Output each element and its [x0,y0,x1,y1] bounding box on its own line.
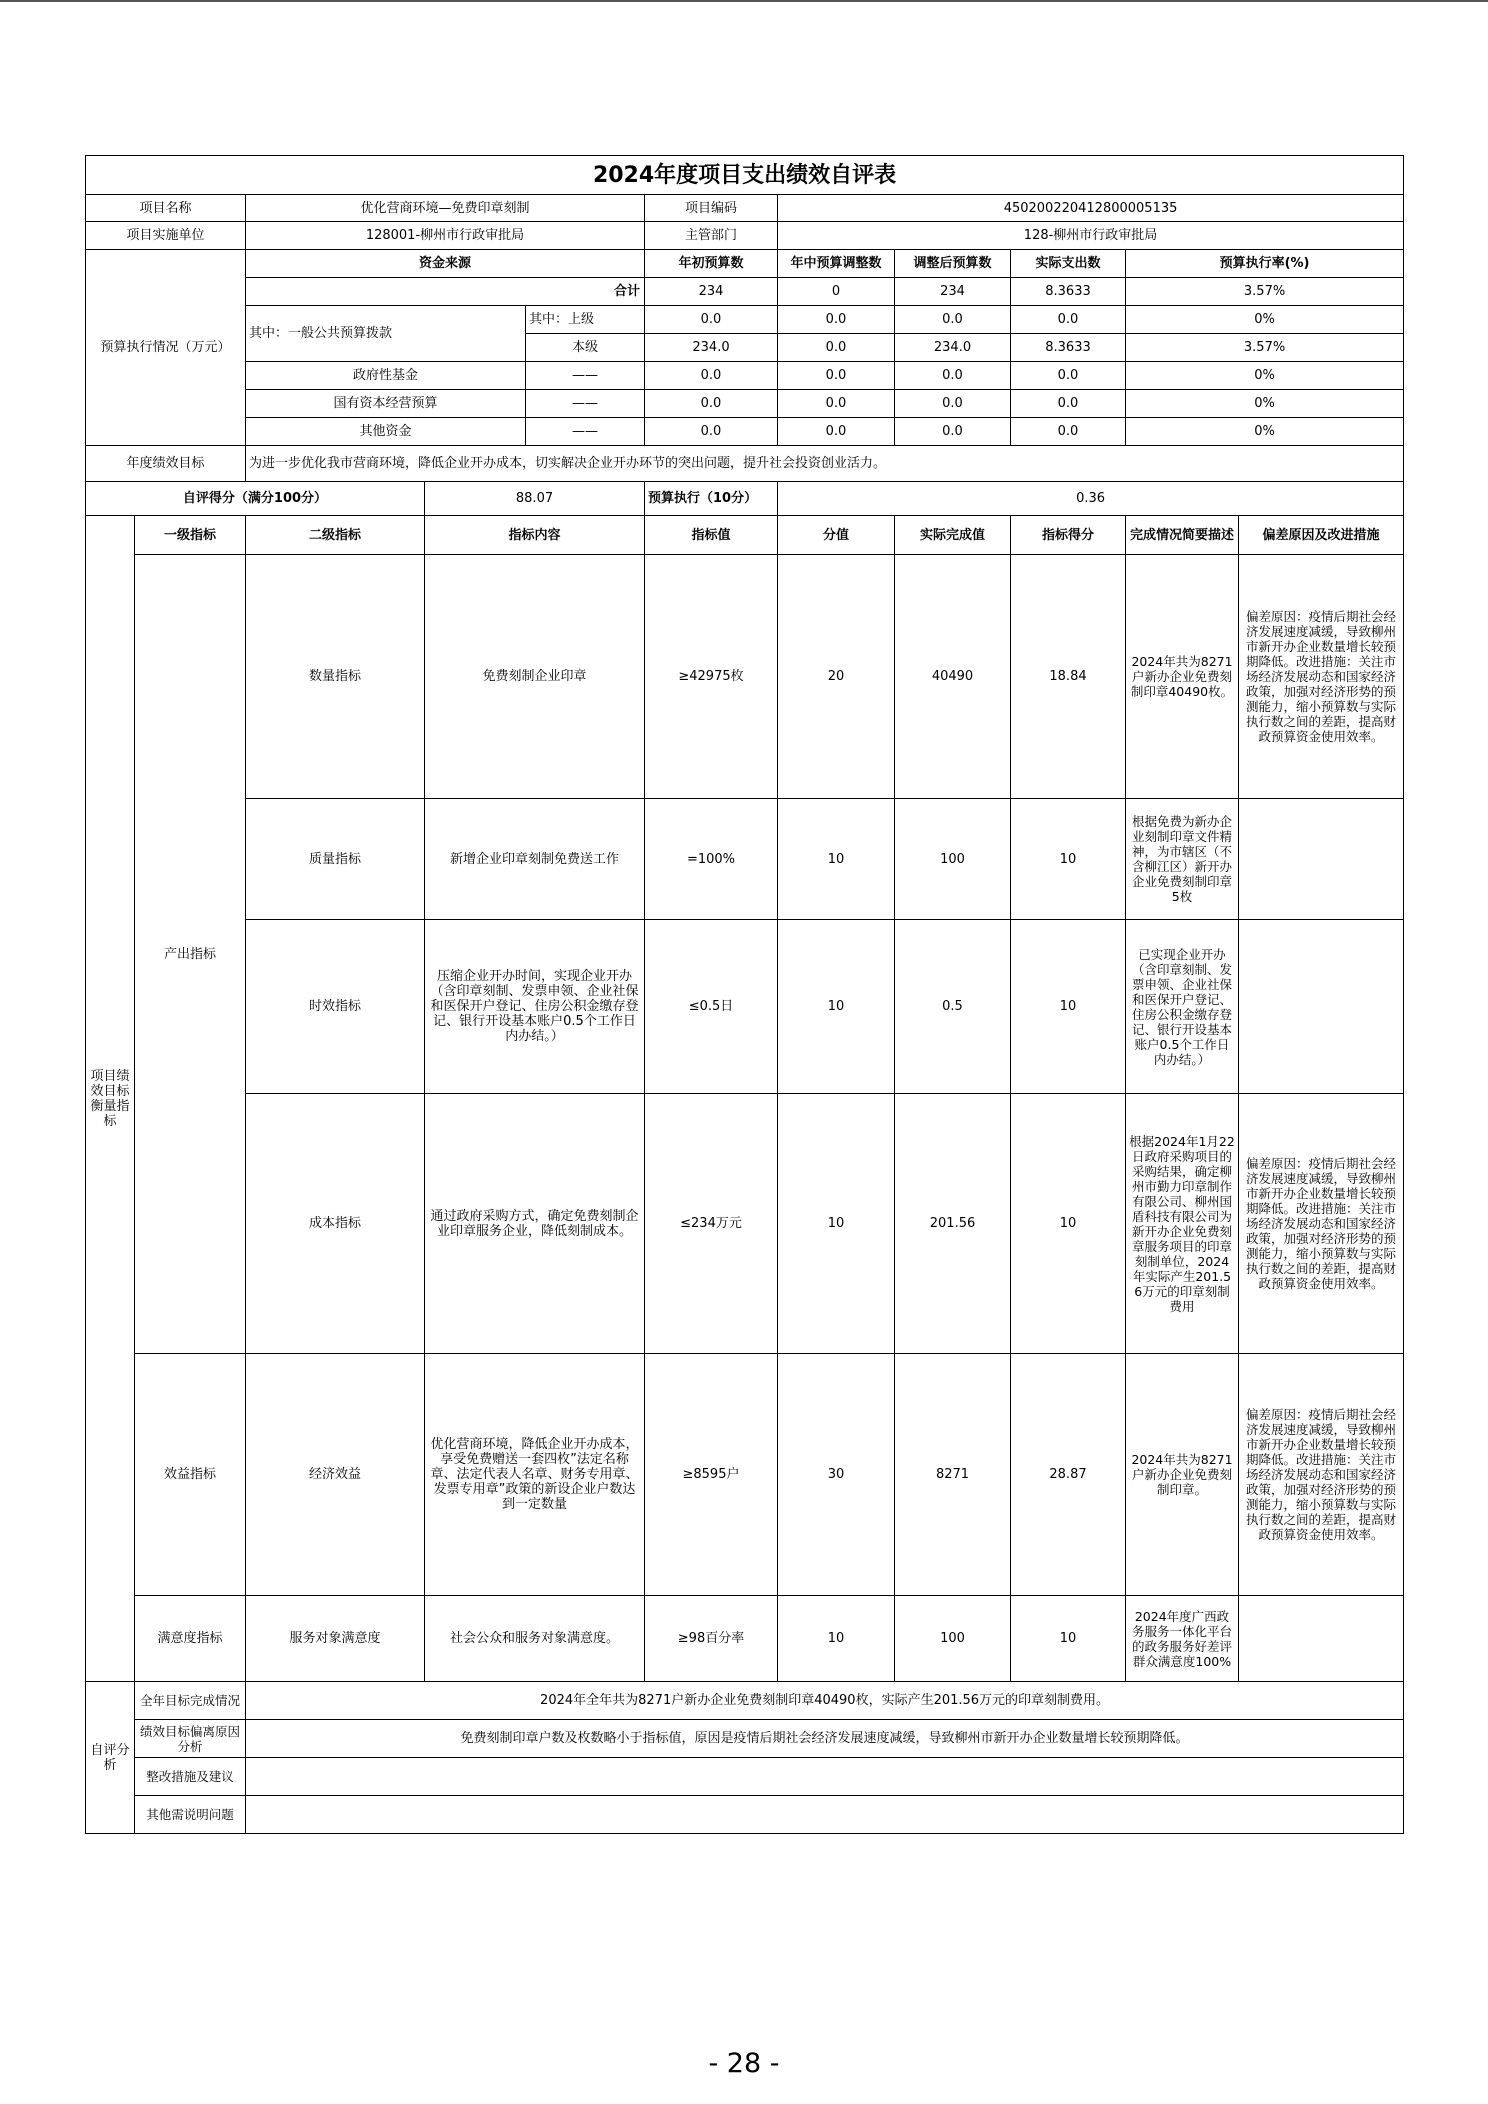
header-score: 指标得分 [1011,516,1126,555]
project-name-value: 优化营商环境—免费印章刻制 [246,195,645,222]
budget-other-rate: 0% [1126,418,1404,446]
budget-exec-score-label: 预算执行（10分） [645,482,778,516]
budget-upper-rate: 0% [1126,306,1404,334]
budget-local-adjusted: 234.0 [895,334,1011,362]
indicator-target: ≥98百分率 [645,1596,778,1682]
budget-fund-initial: 0.0 [645,362,778,390]
indicator-points: 10 [778,920,895,1094]
budget-other-adjust: 0.0 [778,418,895,446]
implementing-unit-value: 128001-柳州市行政审批局 [246,222,645,250]
indicator-actual: 201.56 [895,1094,1011,1354]
budget-capital-dash: —— [526,390,645,418]
annual-goal-text: 为进一步优化我市营商环境，降低企业开办成本，切实解决企业开办环节的突出问题，提升社会投资创业活力。 [246,446,1404,482]
self-eval-row-label: 绩效目标偏离原因分析 [135,1720,246,1758]
budget-local-actual: 8.3633 [1011,334,1126,362]
self-score-value: 88.07 [425,482,645,516]
indicator-score: 28.87 [1011,1354,1126,1596]
indicator-actual: 100 [895,1596,1011,1682]
header-actual: 实际完成值 [895,516,1011,555]
indicator-score: 10 [1011,1094,1126,1354]
budget-fund-dash: —— [526,362,645,390]
indicator-content: 免费刻制企业印章 [425,555,645,799]
indicator-content: 压缩企业开办时间，实现企业开办（含印章刻制、发票申领、企业社保和医保开户登记、住房公积金缴存登记、银行开设基本账户0.5个工作日内办结。） [425,920,645,1094]
indicator-reason [1239,920,1404,1094]
indicator-level2: 质量指标 [246,799,425,920]
budget-other-label: 其他资金 [246,418,526,446]
budget-capital-adjusted: 0.0 [895,390,1011,418]
budget-capital-label: 国有资本经营预算 [246,390,526,418]
indicator-target: ≤234万元 [645,1094,778,1354]
self-score-label: 自评得分（满分100分） [86,482,425,516]
indicator-reason: 偏差原因：疫情后期社会经济发展速度减缓，导致柳州市新开办企业数量增长较预期降低。改进措施：关注市场经济发展动态和国家经济政策，加强对经济形势的预测能力，缩小预算数与实际执行数之间的差距，提高财政预算资金使用效率。 [1239,1354,1404,1596]
self-eval-row-text: 2024年全年共为8271户新办企业免费刻制印章40490枚，实际产生201.56万元的印章刻制费用。 [246,1682,1404,1720]
annual-goal-label: 年度绩效目标 [86,446,246,482]
self-eval-section-label: 自评分析 [86,1682,135,1834]
indicator-reason [1239,1596,1404,1682]
project-code-value: 450200220412800005135 [778,195,1404,222]
budget-total-initial: 234 [645,278,778,306]
budget-fund-adjust: 0.0 [778,362,895,390]
budget-local-label: 本级 [526,334,645,362]
indicator-score: 18.84 [1011,555,1126,799]
budget-upper-label: 其中：上级 [526,306,645,334]
page-number: - 28 - [708,2048,780,2079]
header-reason: 偏差原因及改进措施 [1239,516,1404,555]
header-target: 指标值 [645,516,778,555]
budget-other-actual: 0.0 [1011,418,1126,446]
budget-upper-actual: 0.0 [1011,306,1126,334]
budget-section-label: 预算执行情况（万元） [86,250,246,446]
indicator-actual: 100 [895,799,1011,920]
budget-other-adjusted: 0.0 [895,418,1011,446]
indicator-reason: 偏差原因：疫情后期社会经济发展速度减缓，导致柳州市新开办企业数量增长较预期降低。改进措施：关注市场经济发展动态和国家经济政策，加强对经济形势的预测能力，缩小预算数与实际执行数之间的差距，提高财政预算资金使用效率。 [1239,555,1404,799]
top-border-line [0,0,1488,2]
budget-other-dash: —— [526,418,645,446]
budget-total-actual: 8.3633 [1011,278,1126,306]
budget-local-rate: 3.57% [1126,334,1404,362]
budget-local-adjust: 0.0 [778,334,895,362]
indicator-desc: 2024年度广西政务服务一体化平台的政务服务好差评群众满意度100% [1126,1596,1239,1682]
budget-upper-adjusted: 0.0 [895,306,1011,334]
indicator-content: 通过政府采购方式，确定免费刻制企业印章服务企业，降低刻制成本。 [425,1094,645,1354]
budget-header-initial: 年初预算数 [645,250,778,278]
indicator-points: 10 [778,799,895,920]
table-title: 2024年度项目支出绩效自评表 [86,156,1404,195]
budget-fund-rate: 0% [1126,362,1404,390]
indicator-score: 10 [1011,799,1126,920]
indicator-actual: 8271 [895,1354,1011,1596]
budget-header-source: 资金来源 [246,250,645,278]
indicator-content: 社会公众和服务对象满意度。 [425,1596,645,1682]
indicator-level2: 时效指标 [246,920,425,1094]
indicator-reason [1239,799,1404,920]
indicator-target: ≥42975枚 [645,555,778,799]
budget-fund-label: 政府性基金 [246,362,526,390]
project-name-label: 项目名称 [86,195,246,222]
indicator-desc: 2024年共为8271户新办企业免费刻制印章。 [1126,1354,1239,1596]
budget-capital-initial: 0.0 [645,390,778,418]
indicator-score: 10 [1011,920,1126,1094]
header-level1: 一级指标 [135,516,246,555]
supervising-dept-label: 主管部门 [645,222,778,250]
indicator-actual: 0.5 [895,920,1011,1094]
budget-upper-adjust: 0.0 [778,306,895,334]
indicator-points: 10 [778,1094,895,1354]
budget-header-actual: 实际支出数 [1011,250,1126,278]
budget-exec-score-value: 0.36 [778,482,1404,516]
implementing-unit-label: 项目实施单位 [86,222,246,250]
indicator-level2: 数量指标 [246,555,425,799]
indicator-desc: 根据免费为新办企业刻制印章文件精神，为市辖区（不含柳江区）新开办企业免费刻制印章5枚 [1126,799,1239,920]
indicator-level2: 服务对象满意度 [246,1596,425,1682]
indicator-content: 优化营商环境，降低企业开办成本，享受免费赠送一套四枚”法定名称章、法定代表人名章、财务专用章、发票专用章”政策的新设企业户数达到一定数量 [425,1354,645,1596]
budget-total-label: 合计 [246,278,645,306]
header-points: 分值 [778,516,895,555]
budget-fund-adjusted: 0.0 [895,362,1011,390]
budget-other-initial: 0.0 [645,418,778,446]
header-desc: 完成情况简要描述 [1126,516,1239,555]
budget-general-label: 其中：一般公共预算拨款 [246,306,526,362]
indicator-desc: 2024年共为8271户新办企业免费刻制印章40490枚。 [1126,555,1239,799]
indicator-points: 10 [778,1596,895,1682]
budget-header-adjust: 年中预算调整数 [778,250,895,278]
project-code-label: 项目编码 [645,195,778,222]
indicator-reason: 偏差原因：疫情后期社会经济发展速度减缓，导致柳州市新开办企业数量增长较预期降低。改进措施：关注市场经济发展动态和国家经济政策，加强对经济形势的预测能力，缩小预算数与实际执行数之间的差距，提高财政预算资金使用效率。 [1239,1094,1404,1354]
performance-table [85,155,1404,1834]
budget-upper-initial: 0.0 [645,306,778,334]
indicator-desc: 已实现企业开办（含印章刻制、发票申领、企业社保和医保开户登记、住房公积金缴存登记、银行开设基本账户0.5个工作日内办结。） [1126,920,1239,1094]
indicator-level2: 经济效益 [246,1354,425,1596]
budget-capital-adjust: 0.0 [778,390,895,418]
indicator-score: 10 [1011,1596,1126,1682]
indicator-desc: 根据2024年1月22日政府采购项目的采购结果，确定柳州市勤力印章制作有限公司、柳州国盾科技有限公司为新开办企业免费刻章服务项目的印章刻制单位，2024年实际产生201.56万元的印章刻制费用 [1126,1094,1239,1354]
self-eval-row-label: 整改措施及建议 [135,1758,246,1796]
budget-total-rate: 3.57% [1126,278,1404,306]
indicator-actual: 40490 [895,555,1011,799]
self-eval-row-text [246,1758,1404,1796]
self-eval-row-text: 免费刻制印章户数及枚数略小于指标值，原因是疫情后期社会经济发展速度减缓，导致柳州市新开办企业数量增长较预期降低。 [246,1720,1404,1758]
indicator-target: ≥8595户 [645,1354,778,1596]
budget-fund-actual: 0.0 [1011,362,1126,390]
indicator-target: ≤0.5日 [645,920,778,1094]
indicator-section-label: 项目绩效目标衡量指标 [86,516,135,1682]
satisfaction-indicator-label: 满意度指标 [135,1596,246,1682]
budget-header-rate: 预算执行率(%) [1126,250,1404,278]
indicator-content: 新增企业印章刻制免费送工作 [425,799,645,920]
supervising-dept-value: 128-柳州市行政审批局 [778,222,1404,250]
indicator-points: 20 [778,555,895,799]
budget-header-adjusted: 调整后预算数 [895,250,1011,278]
header-content: 指标内容 [425,516,645,555]
budget-capital-rate: 0% [1126,390,1404,418]
budget-capital-actual: 0.0 [1011,390,1126,418]
self-eval-row-label: 其他需说明问题 [135,1796,246,1834]
budget-total-adjust: 0 [778,278,895,306]
budget-local-initial: 234.0 [645,334,778,362]
indicator-level2: 成本指标 [246,1094,425,1354]
output-indicator-label: 产出指标 [135,555,246,1354]
self-eval-row-label: 全年目标完成情况 [135,1682,246,1720]
performance-table-container [85,155,1403,1834]
indicator-points: 30 [778,1354,895,1596]
budget-total-adjusted: 234 [895,278,1011,306]
self-eval-row-text [246,1796,1404,1834]
indicator-target: =100% [645,799,778,920]
header-level2: 二级指标 [246,516,425,555]
benefit-indicator-label: 效益指标 [135,1354,246,1596]
